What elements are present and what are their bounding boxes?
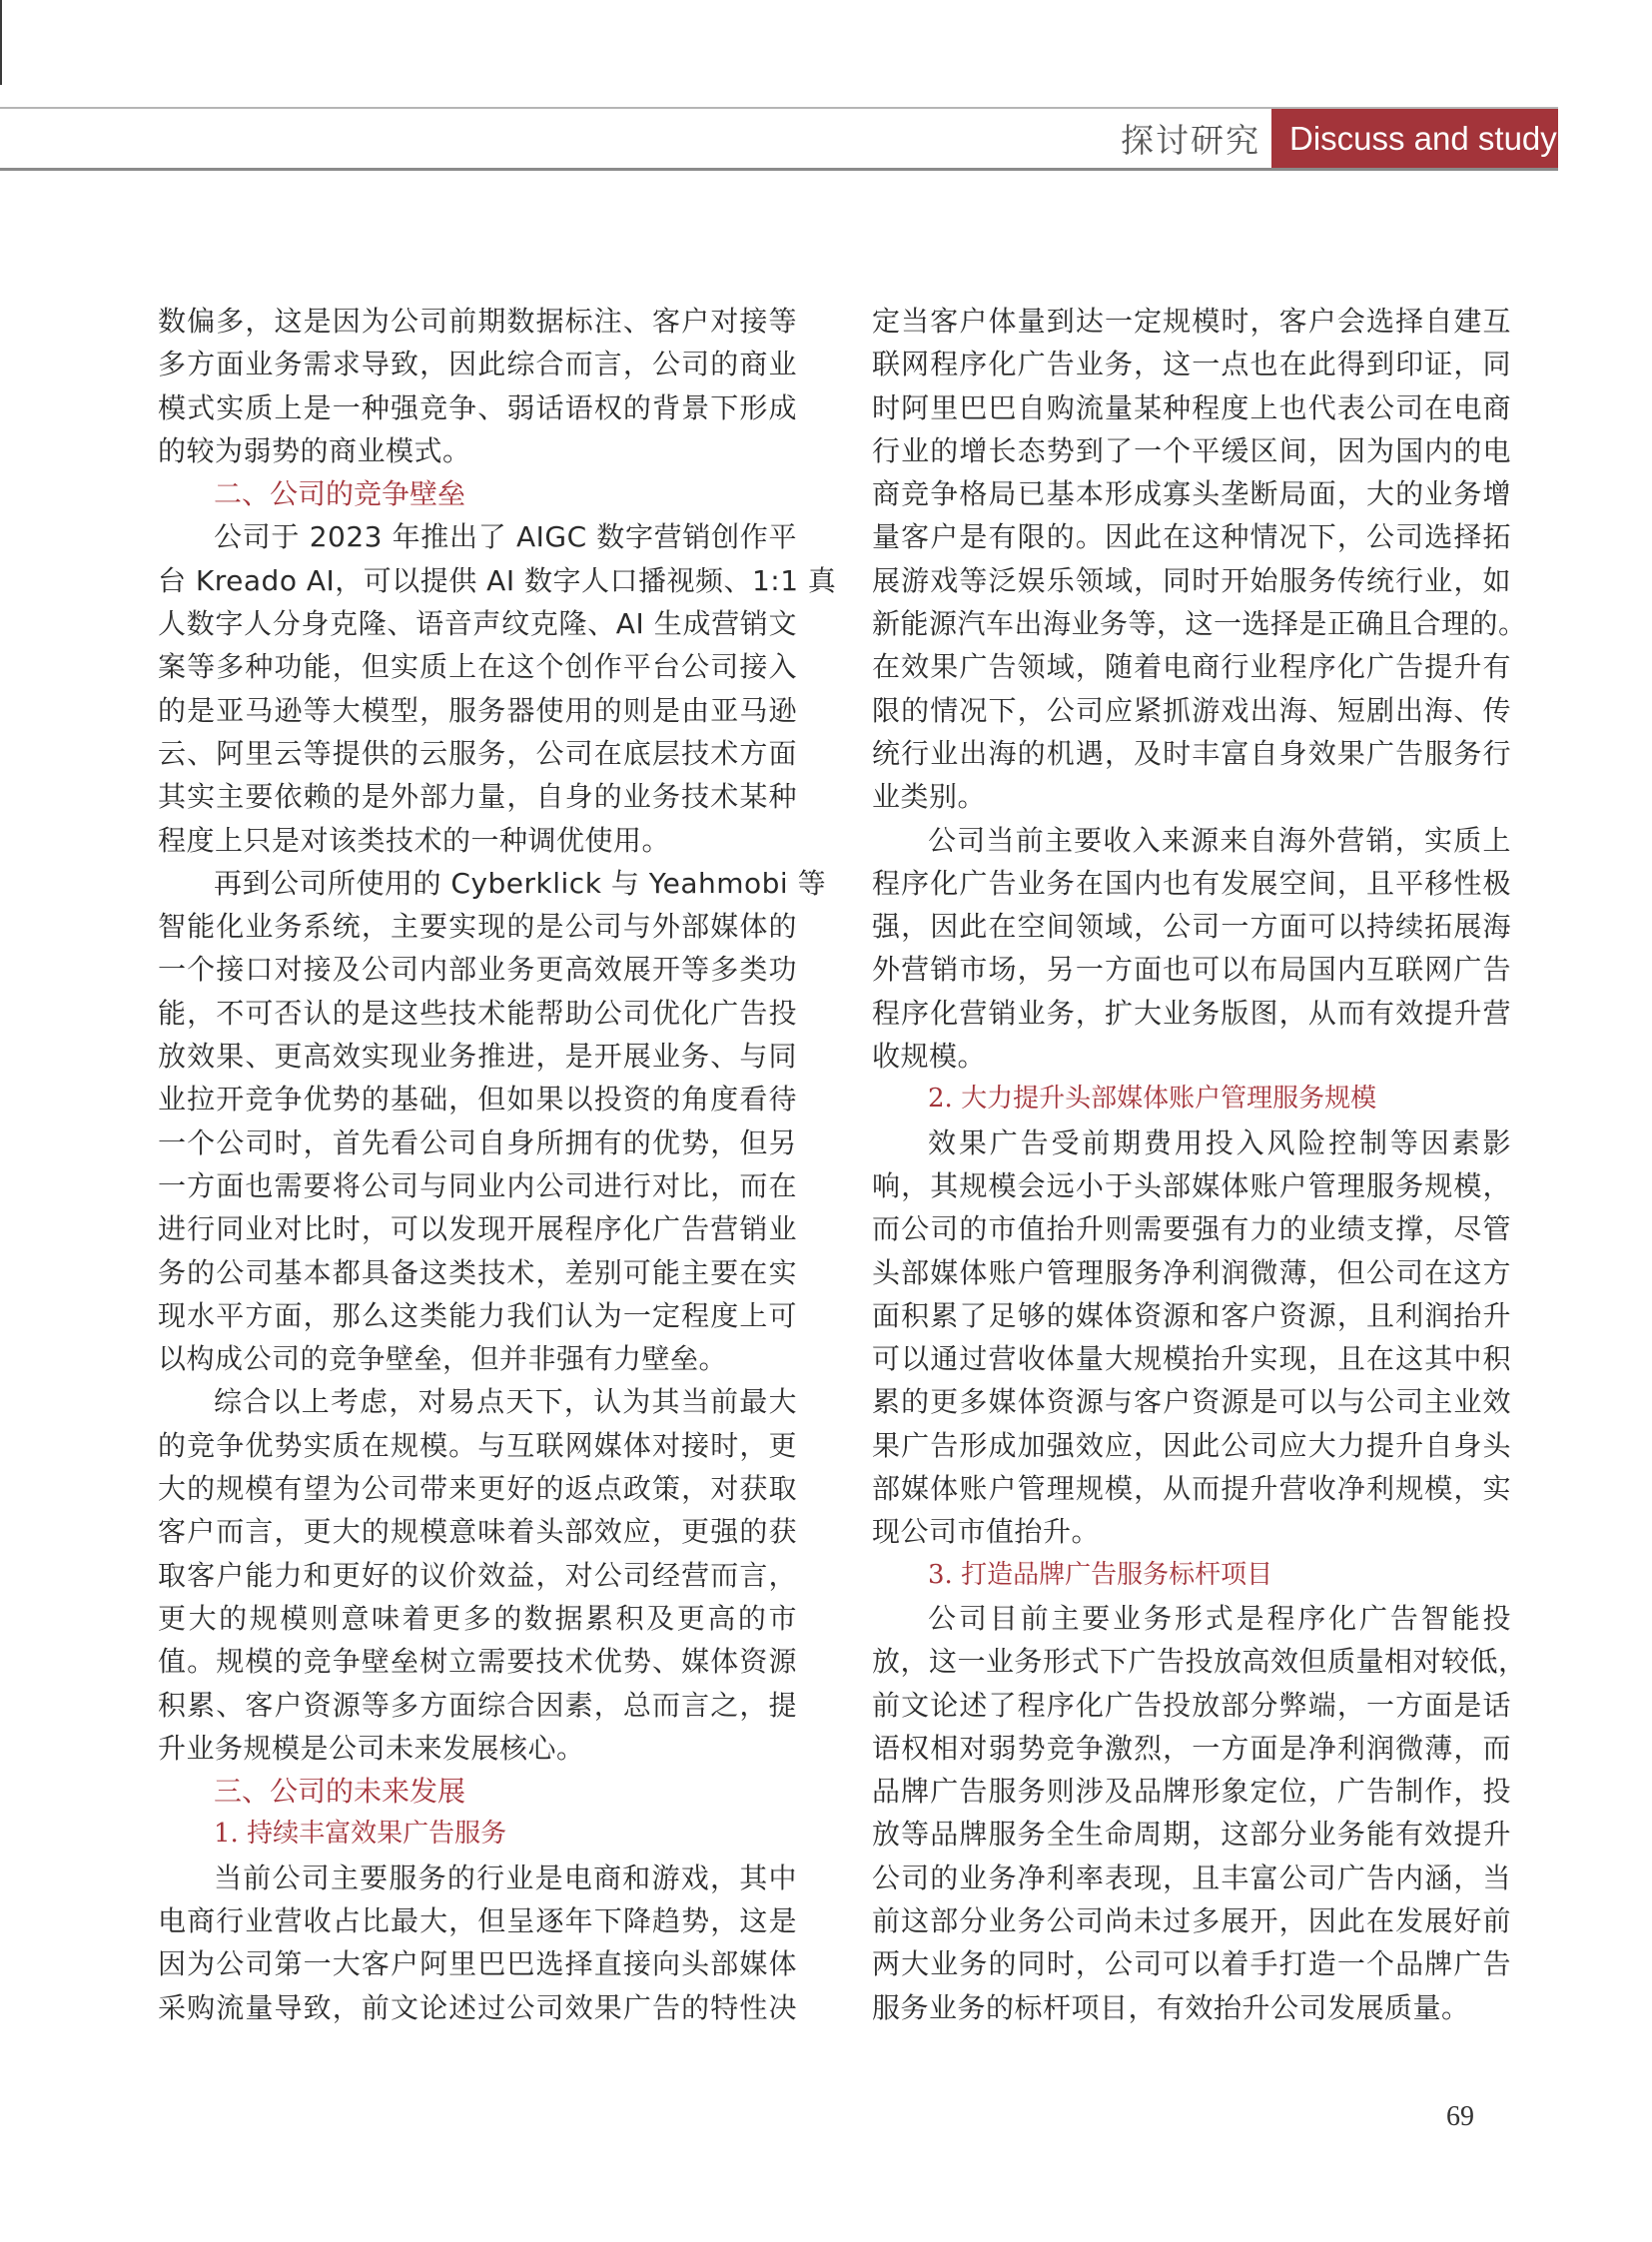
text-line: 公司目前主要业务形式是程序化广告智能投 <box>928 1601 1511 1635</box>
text-line: 程序化广告业务在国内也有发展空间，且平移性极 <box>872 866 1511 900</box>
text-line: 的是亚马逊等大模型，服务器使用的则是由亚马逊 <box>158 693 797 727</box>
text-line: 放效果、更高效实现业务推进，是开展业务、与同 <box>158 1040 797 1074</box>
text-line: 公司于 2023 年推出了 AIGC 数字营销创作平 <box>214 520 797 554</box>
text-line: 人数字人分身克隆、语音声纹克隆、AI 生成营销文 <box>158 607 797 641</box>
text-line: 电商行业营收占比最大，但呈逐年下降趋势，这是 <box>158 1903 797 1937</box>
text-line: 客户而言，更大的规模意味着头部效应，更强的获 <box>158 1515 797 1549</box>
text-line: 服务业务的标杆项目，有效抬升公司发展质量。 <box>872 1990 1470 2024</box>
text-line: 收规模。 <box>872 1040 987 1074</box>
text-line: 行业的增长态势到了一个平缓区间，因为国内的电 <box>872 433 1511 467</box>
text-line: 积累、客户资源等多方面综合因素，总而言之，提 <box>158 1688 797 1722</box>
text-line: 采购流量导致，前文论述过公司效果广告的特性决 <box>158 1990 797 2024</box>
text-line: 在效果广告领域，随着电商行业程序化广告提升有 <box>872 650 1511 684</box>
section-title-cn: 探讨研究 <box>1121 121 1260 160</box>
text-line: 部媒体账户管理规模，从而提升营收净利规模，实 <box>872 1472 1511 1506</box>
text-line: 业类别。 <box>872 780 987 814</box>
text-line: 的竞争优势实质在规模。与互联网媒体对接时，更 <box>158 1428 797 1462</box>
text-line: 时阿里巴巴自购流量某种程度上也代表公司在电商 <box>872 390 1511 424</box>
text-line: 更大的规模则意味着更多的数据累积及更高的市 <box>158 1601 797 1635</box>
subsection-heading: 2. 大力提升头部媒体账户管理服务规模 <box>928 1084 1377 1115</box>
text-line: 定当客户体量到达一定规模时，客户会选择自建互 <box>872 305 1511 338</box>
left-text-column <box>158 300 837 2029</box>
text-line: 公司的业务净利率表现，且丰富公司广告内涵，当 <box>872 1861 1511 1894</box>
text-line: 进行同业对比时，可以发现开展程序化广告营销业 <box>158 1212 797 1246</box>
text-line: 而公司的市值抬升则需要强有力的业绩支撑，尽管 <box>872 1212 1511 1246</box>
text-line: 公司当前主要收入来源来自海外营销，实质上 <box>928 823 1511 857</box>
text-line: 放等品牌服务全生命周期，这部分业务能有效提升 <box>872 1818 1511 1852</box>
text-line: 外营销市场，另一方面也可以布局国内互联网广告 <box>872 953 1511 987</box>
text-line: 量客户是有限的。因此在这种情况下，公司选择拓 <box>872 520 1511 554</box>
text-line: 果广告形成加强效应，因此公司应大力提升自身头 <box>872 1428 1511 1462</box>
text-line: 累的更多媒体资源与客户资源是可以与公司主业效 <box>872 1385 1511 1419</box>
text-line: 务的公司基本都具备这类技术，差别可能主要在实 <box>158 1255 797 1289</box>
text-line: 台 Kreado AI，可以提供 AI 数字人口播视频、1:1 真 <box>158 563 837 597</box>
text-line: 限的情况下，公司应紧抓游戏出海、短剧出海、传 <box>872 693 1511 727</box>
text-line: 响，其规模会远小于头部媒体账户管理服务规模， <box>872 1168 1511 1202</box>
text-line: 效果广告受前期费用投入风险控制等因素影 <box>928 1125 1511 1159</box>
text-line: 能，不可否认的是这些技术能帮助公司优化广告投 <box>158 996 797 1030</box>
text-line: 可以通过营收体量大规模抬升实现，且在这其中积 <box>872 1342 1511 1376</box>
text-line: 一个接口对接及公司内部业务更高效展开等多类功 <box>158 953 797 987</box>
header-bottom-rule <box>0 168 1558 171</box>
text-line: 程度上只是对该类技术的一种调优使用。 <box>158 823 671 857</box>
text-line: 再到公司所使用的 Cyberklick 与 Yeahmobi 等 <box>214 866 827 900</box>
text-line: 一个公司时，首先看公司自身所拥有的优势，但另 <box>158 1125 797 1159</box>
page-edge-mark <box>0 0 2 85</box>
text-line: 当前公司主要服务的行业是电商和游戏，其中 <box>214 1861 797 1894</box>
text-line: 强，因此在空间领域，公司一方面可以持续拓展海 <box>872 910 1511 944</box>
text-line: 展游戏等泛娱乐领域，同时开始服务传统行业，如 <box>872 563 1511 597</box>
subsection-heading: 1. 持续丰富效果广告服务 <box>214 1819 507 1850</box>
text-line: 面积累了足够的媒体资源和客户资源，且利润抬升 <box>872 1298 1511 1332</box>
text-line: 两大业务的同时，公司可以着手打造一个品牌广告 <box>872 1947 1511 1981</box>
text-line: 现公司市值抬升。 <box>872 1515 1101 1549</box>
section-heading: 三、公司的未来发展 <box>214 1775 466 1809</box>
text-line: 综合以上考虑，对易点天下，认为其当前最大 <box>214 1385 797 1419</box>
text-line: 前这部分业务公司尚未过多展开，因此在发展好前 <box>872 1903 1511 1937</box>
text-line: 其实主要依赖的是外部力量，自身的业务技术某种 <box>158 780 797 814</box>
text-line: 程序化营销业务，扩大业务版图，从而有效提升营 <box>872 996 1511 1030</box>
text-line: 一方面也需要将公司与同业内公司进行对比，而在 <box>158 1168 797 1202</box>
text-line: 升业务规模是公司未来发展核心。 <box>158 1731 585 1765</box>
text-line: 新能源汽车出海业务等，这一选择是正确且合理的。 <box>872 607 1527 641</box>
text-line: 业拉开竞争优势的基础，但如果以投资的角度看待 <box>158 1083 797 1117</box>
text-line: 案等多种功能，但实质上在这个创作平台公司接入 <box>158 650 797 684</box>
text-line: 模式实质上是一种强竞争、弱话语权的背景下形成 <box>158 390 797 424</box>
text-line: 大的规模有望为公司带来更好的返点政策，对获取 <box>158 1472 797 1506</box>
text-line: 的较为弱势的商业模式。 <box>158 433 471 467</box>
text-line: 头部媒体账户管理服务净利润微薄，但公司在这方 <box>872 1255 1511 1289</box>
section-heading: 二、公司的竞争壁垒 <box>214 477 466 511</box>
text-line: 取客户能力和更好的议价效益，对公司经营而言， <box>158 1558 797 1592</box>
text-line: 联网程序化广告业务，这一点也在此得到印证，同 <box>872 348 1511 381</box>
text-line: 现水平方面，那么这类能力我们认为一定程度上可 <box>158 1298 797 1332</box>
page-number: 69 <box>1446 2101 1474 2132</box>
text-line: 多方面业务需求导致，因此综合而言，公司的商业 <box>158 348 797 381</box>
text-line: 前文论述了程序化广告投放部分弊端，一方面是话 <box>872 1688 1511 1722</box>
text-line: 品牌广告服务则涉及品牌形象定位，广告制作，投 <box>872 1775 1511 1809</box>
text-line: 统行业出海的机遇，及时丰富自身效果广告服务行 <box>872 736 1511 770</box>
text-line: 数偏多，这是因为公司前期数据标注、客户对接等 <box>158 305 797 338</box>
section-title-en: Discuss and study <box>1271 109 1558 169</box>
subsection-heading: 3. 打造品牌广告服务标杆项目 <box>928 1559 1273 1590</box>
text-line: 智能化业务系统，主要实现的是公司与外部媒体的 <box>158 910 797 944</box>
text-line: 以构成公司的竞争壁垒，但并非强有力壁垒。 <box>158 1342 728 1376</box>
text-line: 放，这一业务形式下广告投放高效但质量相对较低， <box>872 1645 1527 1679</box>
text-line: 因为公司第一大客户阿里巴巴选择直接向头部媒体 <box>158 1947 797 1981</box>
text-line: 值。规模的竞争壁垒树立需要技术优势、媒体资源 <box>158 1645 797 1679</box>
text-line: 语权相对弱势竞争激烈，一方面是净利润微薄，而 <box>872 1731 1511 1765</box>
text-line: 云、阿里云等提供的云服务，公司在底层技术方面 <box>158 736 797 770</box>
text-line: 商竞争格局已基本形成寡头垄断局面，大的业务增 <box>872 477 1511 511</box>
right-text-column <box>872 300 1527 2029</box>
